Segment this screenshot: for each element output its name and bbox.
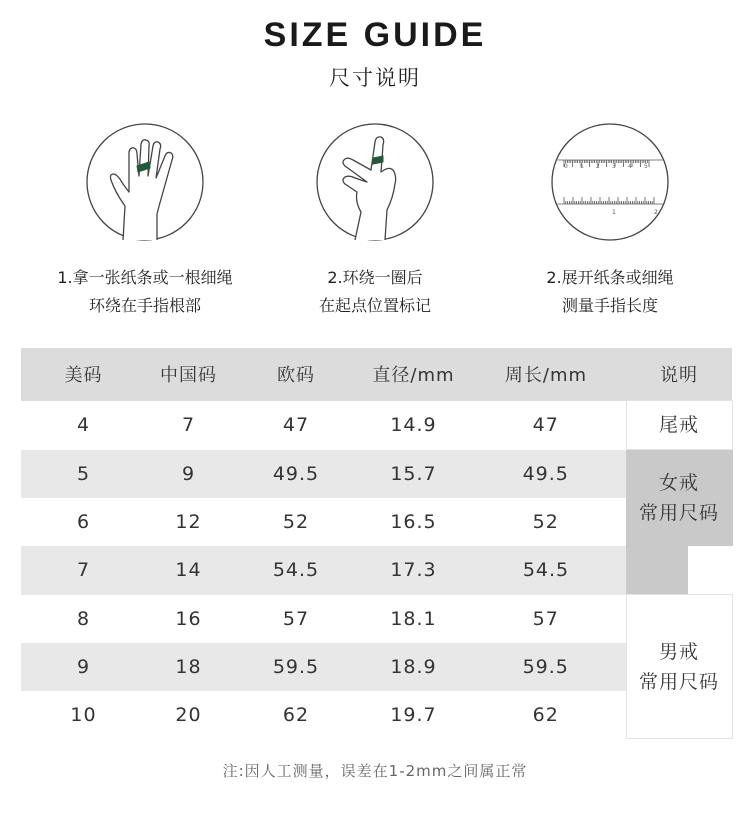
- note-tail-ring: 尾戒: [626, 401, 732, 450]
- cell-cn: 20: [175, 703, 202, 726]
- cell-circumference: 59.5: [466, 643, 626, 691]
- header-cn-size: 中国码: [146, 348, 231, 401]
- svg-text:2: 2: [596, 163, 600, 170]
- cell-eu: 52: [282, 510, 310, 533]
- svg-text:4: 4: [628, 163, 632, 170]
- cell-diameter: 15.7: [361, 450, 466, 498]
- hand-wrap-icon: [85, 122, 205, 242]
- cell-diameter: 17.3: [361, 546, 466, 595]
- svg-text:1: 1: [580, 163, 584, 170]
- cell-cn: 18: [146, 643, 231, 691]
- svg-text:0: 0: [564, 163, 568, 170]
- header-us-size: 美码: [21, 348, 146, 401]
- cell-us: 6: [76, 510, 91, 533]
- hand-mark-icon: [315, 122, 435, 242]
- header-eu-size: 欧码: [231, 348, 361, 401]
- header-diameter: 直径/mm: [361, 348, 466, 401]
- note-transition-cell: [626, 546, 732, 595]
- step-3: [490, 122, 730, 320]
- table-row: [21, 450, 732, 498]
- svg-text:5: 5: [644, 163, 648, 170]
- cell-cn: 12: [175, 510, 202, 533]
- table-header-row: [21, 348, 732, 401]
- cell-circumference: 49.5: [466, 450, 626, 498]
- cell-us: 8: [76, 607, 91, 630]
- cell-eu: 57: [282, 607, 310, 630]
- cell-us: 7: [21, 546, 146, 595]
- step-3-line-1: 2.展开纸条或细绳: [546, 268, 674, 287]
- step-1: [25, 122, 265, 320]
- step-1-line-1: 1.拿一张纸条或一根细绳: [57, 268, 233, 287]
- cell-diameter: 16.5: [390, 510, 437, 533]
- cell-eu: 54.5: [231, 546, 361, 595]
- cell-circumference: 57: [532, 607, 559, 630]
- cell-circumference: 47: [532, 414, 559, 436]
- table-row: [21, 546, 732, 595]
- ruler-icon: [550, 122, 670, 242]
- table-row: [21, 401, 732, 450]
- cell-circumference: 62: [532, 703, 559, 726]
- cell-diameter: 14.9: [390, 414, 437, 436]
- cell-us: 9: [21, 643, 146, 691]
- cell-circumference: 52: [532, 510, 559, 533]
- page-title: SIZE GUIDE: [263, 16, 487, 54]
- cell-cn: 16: [175, 607, 202, 630]
- cell-us: 10: [70, 703, 97, 726]
- table-row: [21, 643, 732, 691]
- svg-text:3: 3: [612, 163, 616, 170]
- cell-eu: 47: [282, 414, 310, 436]
- size-table: [21, 348, 733, 739]
- women-extension-block: [626, 546, 688, 594]
- cell-cn: 14: [146, 546, 231, 595]
- cell-eu: 49.5: [231, 450, 361, 498]
- step-2-line-1: 2.环绕一圈后: [327, 268, 423, 287]
- note-women-line-1: 女戒: [658, 471, 699, 494]
- cell-diameter: 19.7: [390, 703, 437, 726]
- step-2-line-2: 在起点位置标记: [318, 296, 431, 315]
- cell-cn: 7: [181, 414, 196, 436]
- cell-circumference: 54.5: [466, 546, 626, 595]
- cell-eu: 62: [282, 703, 310, 726]
- note-women-line-2: 常用尺码: [638, 501, 719, 524]
- note-men-line-1: 男戒: [658, 640, 699, 663]
- note-men-ring: [626, 595, 732, 739]
- step-3-line-2: 测量手指长度: [561, 296, 658, 315]
- step-1-line-2: 环绕在手指根部: [88, 296, 201, 315]
- cell-diameter: 18.1: [390, 607, 437, 630]
- note-women-ring: [626, 450, 732, 546]
- header-circumference: 周长/mm: [466, 348, 626, 401]
- step-2: [255, 122, 495, 320]
- svg-text:1: 1: [612, 209, 616, 216]
- table-row: [21, 498, 732, 546]
- svg-text:2: 2: [654, 209, 658, 216]
- page-subtitle: 尺寸说明: [329, 66, 421, 90]
- cell-diameter: 18.9: [361, 643, 466, 691]
- cell-eu: 59.5: [231, 643, 361, 691]
- note-men-line-2: 常用尺码: [638, 670, 719, 693]
- table-row: [21, 595, 732, 643]
- cell-us: 4: [76, 414, 91, 436]
- cell-cn: 9: [146, 450, 231, 498]
- table-row: [21, 691, 732, 739]
- measurement-note: 注:因人工测量，误差在1-2mm之间属正常: [222, 762, 528, 780]
- header-note: 说明: [626, 348, 732, 401]
- cell-us: 5: [21, 450, 146, 498]
